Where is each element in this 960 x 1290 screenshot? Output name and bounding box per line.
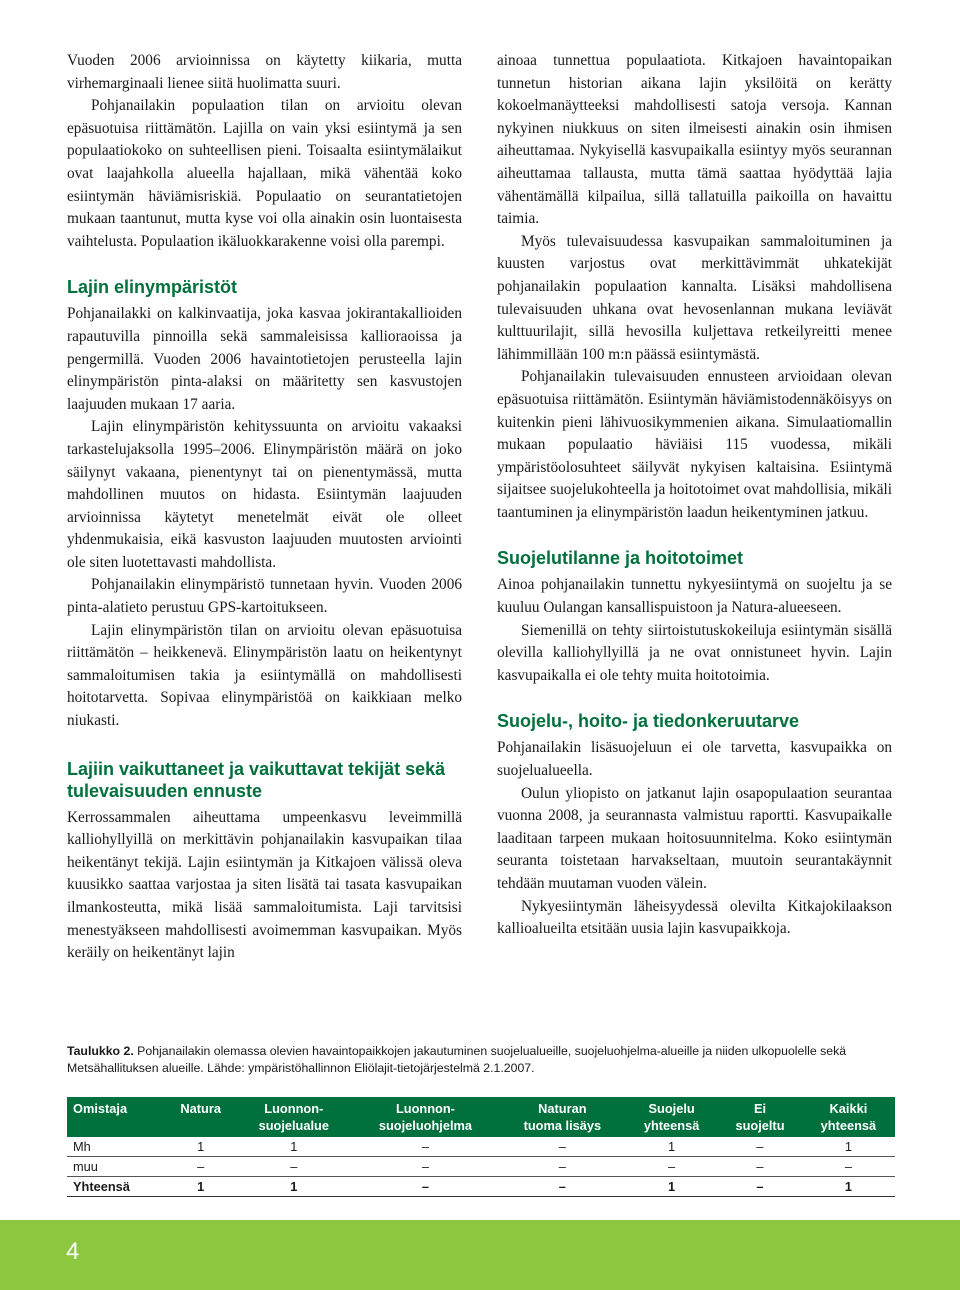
paragraph: Oulun yliopisto on jatkanut lajin osapopulaation seurantaa vuonna 2008, ja seurannasta valmistuu raportti. Kasvupaikalle laaditaan tarpeen mukaan hoitosuunnitelma. Koko esiintymän seuranta toistetaan harvakseltaan, muutoin seurantakäynnit tehdään muutaman vuoden välein.	[497, 784, 892, 892]
section-heading-factors: Lajiin vaikuttaneet ja vaikuttavat tekijät sekä tulevaisuuden ennuste	[67, 758, 446, 801]
table-cell: 1	[625, 1177, 718, 1197]
left-column	[67, 50, 462, 965]
paragraph: Ainoa pohjanailakin tunnettu nykyesiintymä on suojeltu ja se kuuluu Oulangan kansallispuistoon ja Natura-alueeseen.	[497, 576, 892, 617]
table-caption-label: Taulukko 2.	[67, 1044, 134, 1058]
paragraph: Vuoden 2006 arvioinnissa on käytetty kiikaria, mutta virhemarginaali lienee siitä huolimatta suuri.	[67, 52, 462, 92]
table-cell: 1	[625, 1137, 718, 1157]
table-caption	[67, 1043, 895, 1077]
paragraph: Nykyesiintymän läheisyydessä olevilta Kitkajokilaakson kallioalueilta etsitään uusia lajin kasvupaikkoja.	[497, 897, 892, 938]
table-cell: –	[500, 1137, 625, 1157]
header-natura-addition: Naturan tuoma lisäys	[523, 1101, 602, 1133]
table-cell: 1	[165, 1177, 236, 1197]
table-cell: –	[500, 1177, 625, 1197]
paragraph: Pohjanailakki on kalkinvaatija, joka kasvaa jokirantakallioiden rapautuvilla pinnoilla sekä sammaleisissa kallioraoissa ja pengermillä. Vuoden 2006 havaintotietojen perusteella lajin elinympäristön pinta-alaksi on määritetty sen kasvustojen laajuuden mukaan 17 aaria.	[67, 305, 462, 413]
table-cell: –	[500, 1157, 625, 1177]
paragraph: Myös tulevaisuudessa kasvupaikan sammaloituminen ja kuusten varjostus ovat merkittävimmät uhkatekijät pohjanailakin populaation kannalta. Lisäksi mahdollisena tulevaisuuden uhkana ovat hevosenlannan mukana leviävät kulttuurilajit, sillä hevosilla kuljettava retkeilyreitti menee lähimmillään 100 m:n päässä esiintymästä.	[497, 232, 892, 363]
paragraph: Pohjanailakin tulevaisuuden ennusteen arvioidaan olevan epäsuotuisa riittämätön. Esiintymän häviämistodennäköisyys on kuitenkin pieni lähivuosikymmenien aikana. Simulaatiomallin mukaan populaatio häviäisi 115 vuodessa, mikäli ympäristöolosuhteet säilyvät nykyisen kaltaisina. Esiintymä sijaitsee suojelukohteella ja hoitotoimet ovat mahdollisia, mikäli taantuminen ja elinympäristön laadun heikentyminen jatkuu.	[497, 368, 892, 521]
header-owner: Omistaja	[73, 1101, 128, 1116]
header-not-protected: Ei suojeltu	[735, 1101, 785, 1133]
table-cell: –	[802, 1157, 895, 1177]
table-cell: –	[718, 1137, 802, 1157]
header-protected-area: Luonnon- suojelualue	[258, 1101, 329, 1133]
section-heading-habitat: Lajin elinympäristöt	[67, 277, 238, 298]
table-cell: 1	[802, 1177, 895, 1197]
table-cell: 1	[236, 1137, 351, 1157]
table-cell: muu	[67, 1157, 165, 1177]
table-cell: –	[625, 1157, 718, 1177]
table-caption-text: Pohjanailakin olemassa olevien havaintopaikkojen jakautuminen suojelualueille, suojeluohjelma-alueille ja niiden ulkopuolelle sekä Metsähallituksen alueille. Lähde: ympäristöhallinnon Eliölajit-tietojärjestelmä 2.1.2007.	[67, 1044, 847, 1075]
table-cell: 1	[802, 1137, 895, 1157]
paragraph: Pohjanailakin populaation tilan on arvioitu olevan epäsuotuisa riittämätön. Lajilla on vain yksi esiintymä ja sen populaatiokoko on suhteellisen pieni. Toisaalta esiintymälaikut ovat laajahkolla alueella hajallaan, mikä vähentää koko esiintymän häviämisriskiä. Populaatio on seurantatietojen mukaan taantunut, mutta kyse voi olla ainakin osin luontaisesta vaihtelusta. Populaation ikäluokkarakenne voisi olla parempi.	[67, 97, 462, 250]
paragraph: Pohjanailakin lisäsuojeluun ei ole tarvetta, kasvupaikka on suojelualueella.	[497, 739, 892, 780]
paragraph: Lajin elinympäristön kehityssuunta on arvioitu vakaaksi tarkastelujaksolla 1995–2006. Elinympäristön määrä on joko säilynyt vakaana, pienentynyt tai on pienentymässä, mutta mahdollinen muutos on hidasta. Esiintymän laajuuden arvioinnissa käytetyt menetelmät eivät ole olleet yhdenmukaisia, eikä kasvuston laajuuden muutosten arviointi ole siten luotettavasti mahdollista.	[67, 418, 462, 571]
right-column	[497, 50, 892, 941]
table-cell: –	[718, 1177, 802, 1197]
section-heading-needs: Suojelu-, hoito- ja tiedonkeruutarve	[497, 711, 800, 732]
header-all-total: Kaikki yhteensä	[820, 1101, 877, 1133]
header-natura: Natura	[180, 1101, 221, 1116]
section-heading-protection: Suojelutilanne ja hoitotoimet	[497, 548, 744, 569]
ownership-table	[67, 1097, 895, 1197]
table-cell: –	[236, 1157, 351, 1177]
table-cell: Yhteensä	[67, 1177, 165, 1197]
table-block	[67, 1043, 895, 1197]
header-protection-programme: Luonnon- suojeluohjelma	[378, 1101, 473, 1133]
table-cell: –	[351, 1157, 499, 1177]
table-row	[67, 1157, 895, 1177]
table-total-row	[67, 1177, 895, 1197]
page-number: 4	[66, 1238, 80, 1265]
table-cell: –	[718, 1157, 802, 1177]
table-row	[67, 1137, 895, 1157]
table-cell: Mh	[67, 1137, 165, 1157]
table-cell: 1	[236, 1177, 351, 1197]
paragraph: ainoaa tunnettua populaatiota. Kitkajoen havaintopaikan tunnetun historian aikana lajin yksilöitä on kerätty kokoelmanäytteeksi mahdollisesti satoja versoja. Kannan nykyinen niukkuus on siten ilmeisesti ainakin osin ihmisen aiheuttamaa. Nykyisellä kasvupaikalla esiintyy myös seurannan aiheuttamaa tallausta, mutta tämä saattaa hyödyttää lajia vähentämällä kilpailua, sillä tallatuilla paikoilla on havaittu taimia.	[497, 52, 892, 228]
table-cell: –	[165, 1157, 236, 1177]
page-footer	[0, 1220, 960, 1290]
paragraph: Siemenillä on tehty siirtoistutuskokeiluja esiintymän sisällä olevilla kalliohyllyillä ja ne ovat onnistuneet hyvin. Lajin kasvupaikalla ei ole tehty muita hoitotoimia.	[497, 621, 892, 684]
table-header-row	[67, 1097, 895, 1137]
paragraph: Lajin elinympäristön tilan on arvioitu olevan epäsuotuisa riittämätön – heikkenevä. Elinympäristön laatu on heikentynyt sammaloitumisen takia ja esiintymällä on mahdollisesti hoitotarvetta. Sopivaa elinympäristöä on kaikkiaan melko niukasti.	[67, 621, 462, 730]
header-protected-total: Suojelu yhteensä	[643, 1101, 700, 1133]
table-cell: 1	[165, 1137, 236, 1157]
paragraph: Pohjanailakin elinympäristö tunnetaan hyvin. Vuoden 2006 pinta-alatieto perustuu GPS-kartoitukseen.	[67, 576, 462, 617]
paragraph: Kerrossammalen aiheuttama umpeenkasvu leveimmillä kalliohyllyillä on merkittävin pohjanailakin kasvupaikan tilaa heikentänyt tekijä. Lajin esiintymän ja Kitkajoen välissä oleva kuusikko saattaa varjostaa ja siten lisätä tai tasata kasvupaikan ilmankosteutta, mikä lisää sammaloitumista. Laji tarvitsisi menestyäkseen mahdollisesti avoimemman kasvupaikan. Myös keräily on heikentänyt lajin	[67, 808, 462, 962]
table-cell: –	[351, 1177, 499, 1197]
table-cell: –	[351, 1137, 499, 1157]
